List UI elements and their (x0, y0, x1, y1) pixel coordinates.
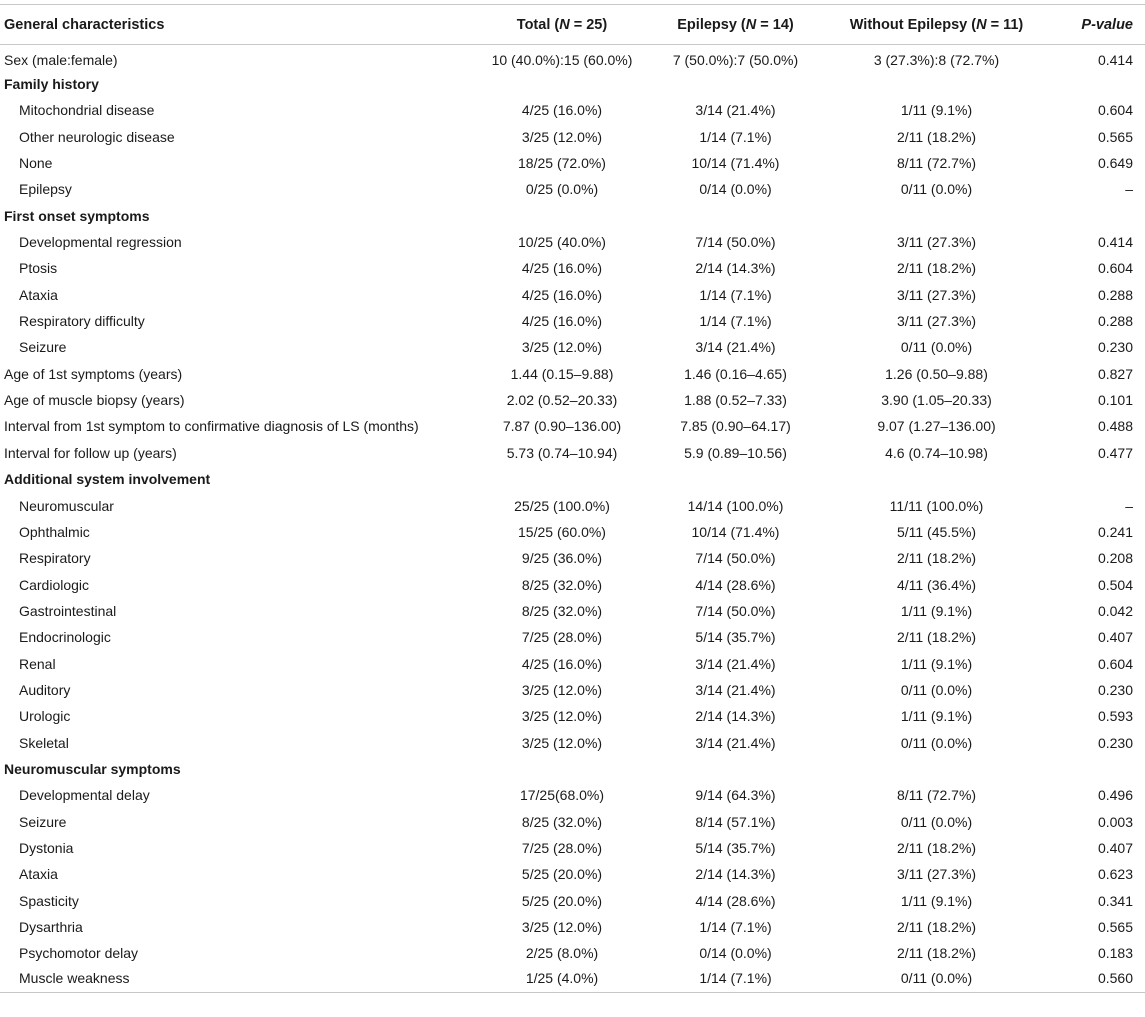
cell-p-value: 0.593 (1097, 708, 1133, 725)
cell-total: 7/25 (28.0%) (521, 629, 603, 646)
table-row (0, 229, 1145, 255)
cell-total: 1.44 (0.15–9.88) (510, 365, 614, 382)
cell-p-value: 0.341 (1097, 892, 1133, 909)
table-row (0, 650, 1145, 676)
cell-without-epilepsy: 0/11 (0.0%) (900, 181, 973, 198)
cell-p-value: 0.496 (1097, 787, 1133, 804)
table-row (0, 308, 1145, 334)
row-label: Gastrointestinal (19, 602, 117, 619)
cell-without-epilepsy: 2/11 (18.2%) (896, 839, 977, 856)
cell-epilepsy: 1.46 (0.16–4.65) (684, 365, 787, 382)
empty-cell (823, 203, 1050, 229)
row-label: Endocrinologic (19, 629, 111, 646)
empty-cell (476, 466, 648, 492)
cell-p-value: 0.230 (1097, 339, 1133, 356)
empty-cell (476, 756, 648, 782)
cell-total: 4/25 (16.0%) (521, 286, 603, 303)
table-row (0, 387, 1145, 413)
cell-total: 5/25 (20.0%) (521, 892, 603, 909)
cell-without-epilepsy: 3/11 (27.3%) (896, 866, 977, 883)
cell-without-epilepsy: 0/11 (0.0%) (900, 813, 973, 830)
cell-without-epilepsy: 11/11 (100.0%) (889, 497, 984, 514)
section-header-row (0, 466, 1145, 492)
cell-total: 8/25 (32.0%) (521, 576, 603, 593)
row-label: Developmental delay (19, 787, 150, 804)
empty-cell (823, 756, 1050, 782)
cell-epilepsy: 10/14 (71.4%) (691, 523, 780, 540)
cell-epilepsy: 7/14 (50.0%) (695, 234, 776, 251)
empty-cell (648, 756, 823, 782)
row-label: Developmental regression (19, 234, 182, 251)
table-row (0, 176, 1145, 202)
table-row (0, 334, 1145, 360)
cell-total: 4/25 (16.0%) (521, 655, 603, 672)
cell-epilepsy: 1/14 (7.1%) (699, 919, 772, 936)
table-row (0, 545, 1145, 571)
table-row (0, 598, 1145, 624)
empty-cell (1050, 466, 1145, 492)
row-label: Interval from 1st symptom to confirmative diagnosis of LS (months) (4, 418, 419, 435)
cell-epilepsy: 3/14 (21.4%) (695, 655, 776, 672)
cell-total: 4/25 (16.0%) (521, 260, 603, 277)
cell-total: 10 (40.0%):15 (60.0%) (491, 51, 633, 68)
cell-epilepsy: 9/14 (64.3%) (695, 787, 776, 804)
cell-p-value: 0.414 (1097, 234, 1133, 251)
cell-without-epilepsy: 3/11 (27.3%) (896, 313, 977, 330)
row-label: Seizure (19, 339, 67, 356)
cell-without-epilepsy: 1/11 (9.1%) (900, 655, 973, 672)
cell-p-value: 0.477 (1097, 444, 1133, 461)
cell-epilepsy: 5/14 (35.7%) (695, 629, 776, 646)
cell-p-value: 0.003 (1097, 813, 1133, 830)
cell-p-value: 0.407 (1097, 839, 1133, 856)
cell-p-value: 0.230 (1097, 734, 1133, 751)
cell-total: 2.02 (0.52–20.33) (506, 392, 618, 409)
cell-epilepsy: 2/14 (14.3%) (695, 708, 776, 725)
cell-p-value: 0.565 (1097, 128, 1133, 145)
cell-p-value: 0.288 (1097, 286, 1133, 303)
cell-total: 3/25 (12.0%) (521, 339, 603, 356)
header-p-value: P-value (1050, 5, 1145, 45)
cell-total: 8/25 (32.0%) (521, 813, 603, 830)
cell-epilepsy: 4/14 (28.6%) (695, 892, 776, 909)
cell-total: 3/25 (12.0%) (521, 734, 603, 751)
cell-total: 3/25 (12.0%) (521, 128, 603, 145)
cell-epilepsy: 7 (50.0%):7 (50.0%) (672, 51, 799, 68)
cell-p-value: 0.208 (1097, 550, 1133, 567)
cell-total: 18/25 (72.0%) (518, 155, 606, 172)
table-header (0, 5, 1145, 45)
header-total: Total (N = 25) (476, 5, 648, 45)
cell-epilepsy: 3/14 (21.4%) (695, 681, 776, 698)
cell-without-epilepsy: 8/11 (72.7%) (896, 787, 977, 804)
cell-without-epilepsy: 0/11 (0.0%) (900, 681, 973, 698)
cell-total: 7/25 (28.0%) (521, 839, 603, 856)
table-row (0, 940, 1145, 966)
empty-cell (823, 466, 1050, 492)
cell-without-epilepsy: 0/11 (0.0%) (900, 734, 973, 751)
table-row (0, 255, 1145, 281)
cell-epilepsy: 1/14 (7.1%) (699, 128, 772, 145)
table-row (0, 361, 1145, 387)
cell-epilepsy: 10/14 (71.4%) (691, 155, 780, 172)
cell-epilepsy: 7/14 (50.0%) (695, 602, 776, 619)
row-label: Muscle weakness (0, 967, 476, 993)
cell-total: 2/25 (8.0%) (525, 945, 599, 962)
row-label: Respiratory (19, 550, 91, 567)
cell-epilepsy: 2/14 (14.3%) (695, 866, 776, 883)
cell-epilepsy: 2/14 (14.3%) (695, 260, 776, 277)
table-row (0, 124, 1145, 150)
characteristics-table (0, 4, 1145, 993)
cell-p-value: – (1125, 181, 1133, 198)
header-without-epilepsy: Without Epilepsy (N = 11) (823, 5, 1050, 45)
cell-without-epilepsy: 2/11 (18.2%) (896, 629, 977, 646)
cell-epilepsy: 8/14 (57.1%) (695, 813, 776, 830)
empty-cell (648, 203, 823, 229)
cell-without-epilepsy: 3.90 (1.05–20.33) (881, 392, 992, 409)
table-row (0, 571, 1145, 597)
section-header-row (0, 203, 1145, 229)
section-label: Additional system involvement (4, 471, 211, 488)
table-row (0, 492, 1145, 518)
cell-p-value: 0.183 (1097, 945, 1133, 962)
row-label: Urologic (19, 708, 71, 725)
cell-without-epilepsy: 8/11 (72.7%) (896, 155, 977, 172)
row-label: Ataxia (19, 286, 58, 303)
cell-epilepsy: 1/14 (7.1%) (648, 967, 823, 993)
row-label: Age of 1st symptoms (years) (4, 365, 183, 382)
cell-epilepsy: 0/14 (0.0%) (699, 181, 772, 198)
cell-p-value: – (1125, 497, 1133, 514)
cell-without-epilepsy: 4/11 (36.4%) (896, 576, 977, 593)
empty-cell (476, 203, 648, 229)
row-label: Spasticity (19, 892, 79, 909)
table-row (0, 835, 1145, 861)
cell-epilepsy: 1.88 (0.52–7.33) (684, 392, 787, 409)
cell-p-value: 0.407 (1097, 629, 1133, 646)
empty-cell (1050, 756, 1145, 782)
cell-total: 5/25 (20.0%) (521, 866, 603, 883)
cell-without-epilepsy: 0/11 (0.0%) (823, 967, 1050, 993)
row-label: Sex (male:female) (4, 51, 118, 68)
empty-cell (1050, 71, 1145, 97)
row-label: Epilepsy (19, 181, 72, 198)
section-label: First onset symptoms (4, 207, 150, 224)
section-label: Family history (4, 76, 99, 93)
cell-p-value: 0.604 (1097, 260, 1133, 277)
table-body (0, 45, 1145, 993)
row-label: Mitochondrial disease (19, 102, 155, 119)
cell-total: 3/25 (12.0%) (521, 919, 603, 936)
table-row (0, 914, 1145, 940)
table-row (0, 782, 1145, 808)
table-row (0, 45, 1145, 71)
cell-without-epilepsy: 2/11 (18.2%) (896, 550, 977, 567)
cell-total: 25/25 (100.0%) (514, 497, 610, 514)
cell-p-value: 0.488 (1097, 418, 1133, 435)
cell-epilepsy: 5.9 (0.89–10.56) (684, 444, 787, 461)
cell-total: 8/25 (32.0%) (521, 602, 603, 619)
cell-without-epilepsy: 1/11 (9.1%) (900, 602, 973, 619)
cell-total: 4/25 (16.0%) (521, 102, 603, 119)
cell-without-epilepsy: 1.26 (0.50–9.88) (885, 365, 988, 382)
cell-without-epilepsy: 1/11 (9.1%) (900, 102, 973, 119)
cell-p-value: 0.414 (1097, 51, 1133, 68)
cell-p-value: 0.827 (1097, 365, 1133, 382)
header-epilepsy: Epilepsy (N = 14) (648, 5, 823, 45)
header-general-characteristics: General characteristics (0, 5, 476, 45)
table-row (0, 861, 1145, 887)
row-label: Cardiologic (19, 576, 90, 593)
row-label: Dysarthria (19, 919, 83, 936)
cell-p-value: 0.604 (1097, 102, 1133, 119)
cell-without-epilepsy: 3 (27.3%):8 (72.7%) (873, 51, 1000, 68)
row-label: Respiratory difficulty (19, 313, 145, 330)
cell-without-epilepsy: 1/11 (9.1%) (900, 708, 973, 725)
cell-p-value: 0.649 (1097, 155, 1133, 172)
empty-cell (1050, 203, 1145, 229)
row-label: Ophthalmic (19, 523, 90, 540)
cell-without-epilepsy: 1/11 (9.1%) (900, 892, 973, 909)
cell-without-epilepsy: 2/11 (18.2%) (896, 260, 977, 277)
table-row (0, 97, 1145, 123)
table-row (0, 703, 1145, 729)
table-row (0, 677, 1145, 703)
cell-epilepsy: 3/14 (21.4%) (695, 339, 776, 356)
cell-p-value: 0.565 (1097, 919, 1133, 936)
cell-total: 1/25 (4.0%) (476, 967, 648, 993)
cell-epilepsy: 7.85 (0.90–64.17) (680, 418, 791, 435)
row-label: Neuromuscular (19, 497, 114, 514)
cell-p-value: 0.288 (1097, 313, 1133, 330)
cell-p-value: 0.623 (1097, 866, 1133, 883)
cell-total: 9/25 (36.0%) (521, 550, 603, 567)
table-row (0, 729, 1145, 755)
row-label: Interval for follow up (years) (4, 444, 177, 461)
cell-total: 3/25 (12.0%) (521, 681, 603, 698)
row-label: Dystonia (19, 839, 74, 856)
cell-total: 17/25(68.0%) (519, 787, 605, 804)
cell-total: 7.87 (0.90–136.00) (502, 418, 622, 435)
cell-epilepsy: 5/14 (35.7%) (695, 839, 776, 856)
cell-without-epilepsy: 2/11 (18.2%) (896, 128, 977, 145)
cell-total: 0/25 (0.0%) (525, 181, 599, 198)
row-label: Ptosis (19, 260, 58, 277)
cell-without-epilepsy: 9.07 (1.27–136.00) (877, 418, 996, 435)
cell-epilepsy: 0/14 (0.0%) (699, 945, 772, 962)
table-row (0, 519, 1145, 545)
empty-cell (648, 71, 823, 97)
cell-epilepsy: 7/14 (50.0%) (695, 550, 776, 567)
section-header-row (0, 756, 1145, 782)
cell-epilepsy: 4/14 (28.6%) (695, 576, 776, 593)
cell-without-epilepsy: 3/11 (27.3%) (896, 286, 977, 303)
cell-p-value: 0.042 (1097, 602, 1133, 619)
empty-cell (823, 71, 1050, 97)
table-row (0, 440, 1145, 466)
cell-epilepsy: 3/14 (21.4%) (695, 102, 776, 119)
cell-total: 10/25 (40.0%) (518, 234, 606, 251)
row-label: Other neurologic disease (19, 128, 175, 145)
table-row (0, 888, 1145, 914)
table-row (0, 808, 1145, 834)
cell-without-epilepsy: 0/11 (0.0%) (900, 339, 973, 356)
cell-p-value: 0.101 (1097, 392, 1133, 409)
table-row (0, 967, 1145, 993)
row-label: None (19, 155, 53, 172)
cell-epilepsy: 1/14 (7.1%) (699, 313, 772, 330)
header-row (0, 5, 1145, 45)
cell-p-value: 0.230 (1097, 681, 1133, 698)
row-label: Auditory (19, 681, 71, 698)
cell-without-epilepsy: 4.6 (0.74–10.98) (885, 444, 988, 461)
cell-without-epilepsy: 5/11 (45.5%) (896, 523, 977, 540)
cell-total: 15/25 (60.0%) (518, 523, 606, 540)
empty-cell (648, 466, 823, 492)
cell-total: 4/25 (16.0%) (521, 313, 603, 330)
row-label: Renal (19, 655, 56, 672)
table-row (0, 413, 1145, 439)
empty-cell (476, 71, 648, 97)
cell-without-epilepsy: 3/11 (27.3%) (896, 234, 977, 251)
row-label: Psychomotor delay (19, 945, 139, 962)
row-label: Age of muscle biopsy (years) (4, 392, 185, 409)
cell-p-value: 0.560 (1050, 967, 1145, 993)
cell-epilepsy: 1/14 (7.1%) (699, 286, 772, 303)
section-label: Neuromuscular symptoms (4, 760, 181, 777)
cell-p-value: 0.604 (1097, 655, 1133, 672)
cell-epilepsy: 3/14 (21.4%) (695, 734, 776, 751)
cell-epilepsy: 14/14 (100.0%) (687, 497, 784, 514)
table-row (0, 624, 1145, 650)
row-label: Ataxia (19, 866, 58, 883)
table-row (0, 282, 1145, 308)
cell-total: 3/25 (12.0%) (521, 708, 603, 725)
cell-without-epilepsy: 2/11 (18.2%) (896, 945, 977, 962)
section-header-row (0, 71, 1145, 97)
cell-p-value: 0.504 (1097, 576, 1133, 593)
row-label: Seizure (19, 813, 67, 830)
cell-total: 5.73 (0.74–10.94) (506, 444, 618, 461)
cell-without-epilepsy: 2/11 (18.2%) (896, 919, 977, 936)
table-row (0, 150, 1145, 176)
cell-p-value: 0.241 (1097, 523, 1133, 540)
row-label: Skeletal (19, 734, 69, 751)
